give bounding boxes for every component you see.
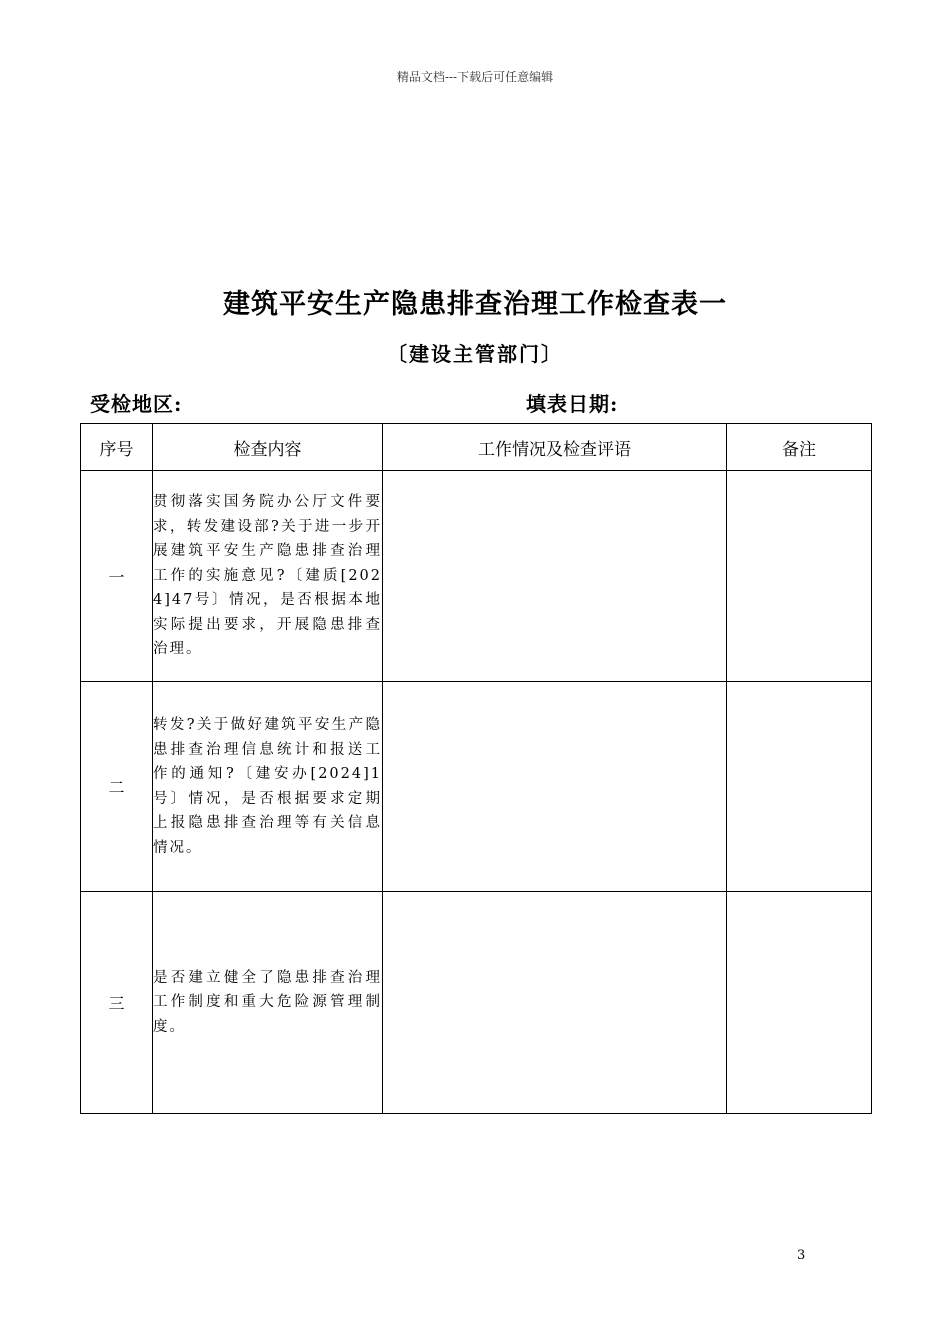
header-watermark: 精品文档---下载后可任意编辑: [396, 70, 554, 84]
row-content: 转发?关于做好建筑平安生产隐患排查治理信息统计和报送工作的通知?〔建安办[2024]1号〕情况，是否根据要求定期上报隐患排查治理等有关信息情况。: [153, 682, 383, 892]
header-content: 检查内容: [153, 424, 383, 471]
table-row: [81, 682, 872, 892]
page-number: 3: [797, 1248, 806, 1263]
row-remarks: [727, 682, 872, 892]
document-title: 建筑平安生产隐患排查治理工作检查表一: [223, 289, 727, 320]
table-row: [81, 892, 872, 1114]
row-content: 贯彻落实国务院办公厅文件要求，转发建设部?关于进一步开展建筑平安生产隐患排查治理工作的实施意见?〔建质[2024]47号〕情况，是否根据本地实际提出要求，开展隐患排查治理。: [153, 471, 383, 682]
table-header-row: [81, 424, 872, 471]
table-row: [81, 471, 872, 682]
row-evaluation: [383, 892, 727, 1114]
header-evaluation: 工作情况及检查评语: [383, 424, 727, 471]
row-content: 是否建立健全了隐患排查治理工作制度和重大危险源管理制度。: [153, 892, 383, 1114]
row-seq: 三: [81, 892, 153, 1114]
row-remarks: [727, 892, 872, 1114]
inspection-table: [80, 423, 872, 1114]
row-evaluation: [383, 471, 727, 682]
row-seq: 二: [81, 682, 153, 892]
row-evaluation: [383, 682, 727, 892]
header-remarks: 备注: [727, 424, 872, 471]
header-seq: 序号: [81, 424, 153, 471]
document-subtitle: 〔建设主管部门〕: [387, 342, 563, 366]
fill-date-label: 填表日期:: [526, 392, 619, 416]
row-remarks: [727, 471, 872, 682]
row-seq: 一: [81, 471, 153, 682]
inspected-area-label: 受检地区:: [90, 392, 183, 416]
